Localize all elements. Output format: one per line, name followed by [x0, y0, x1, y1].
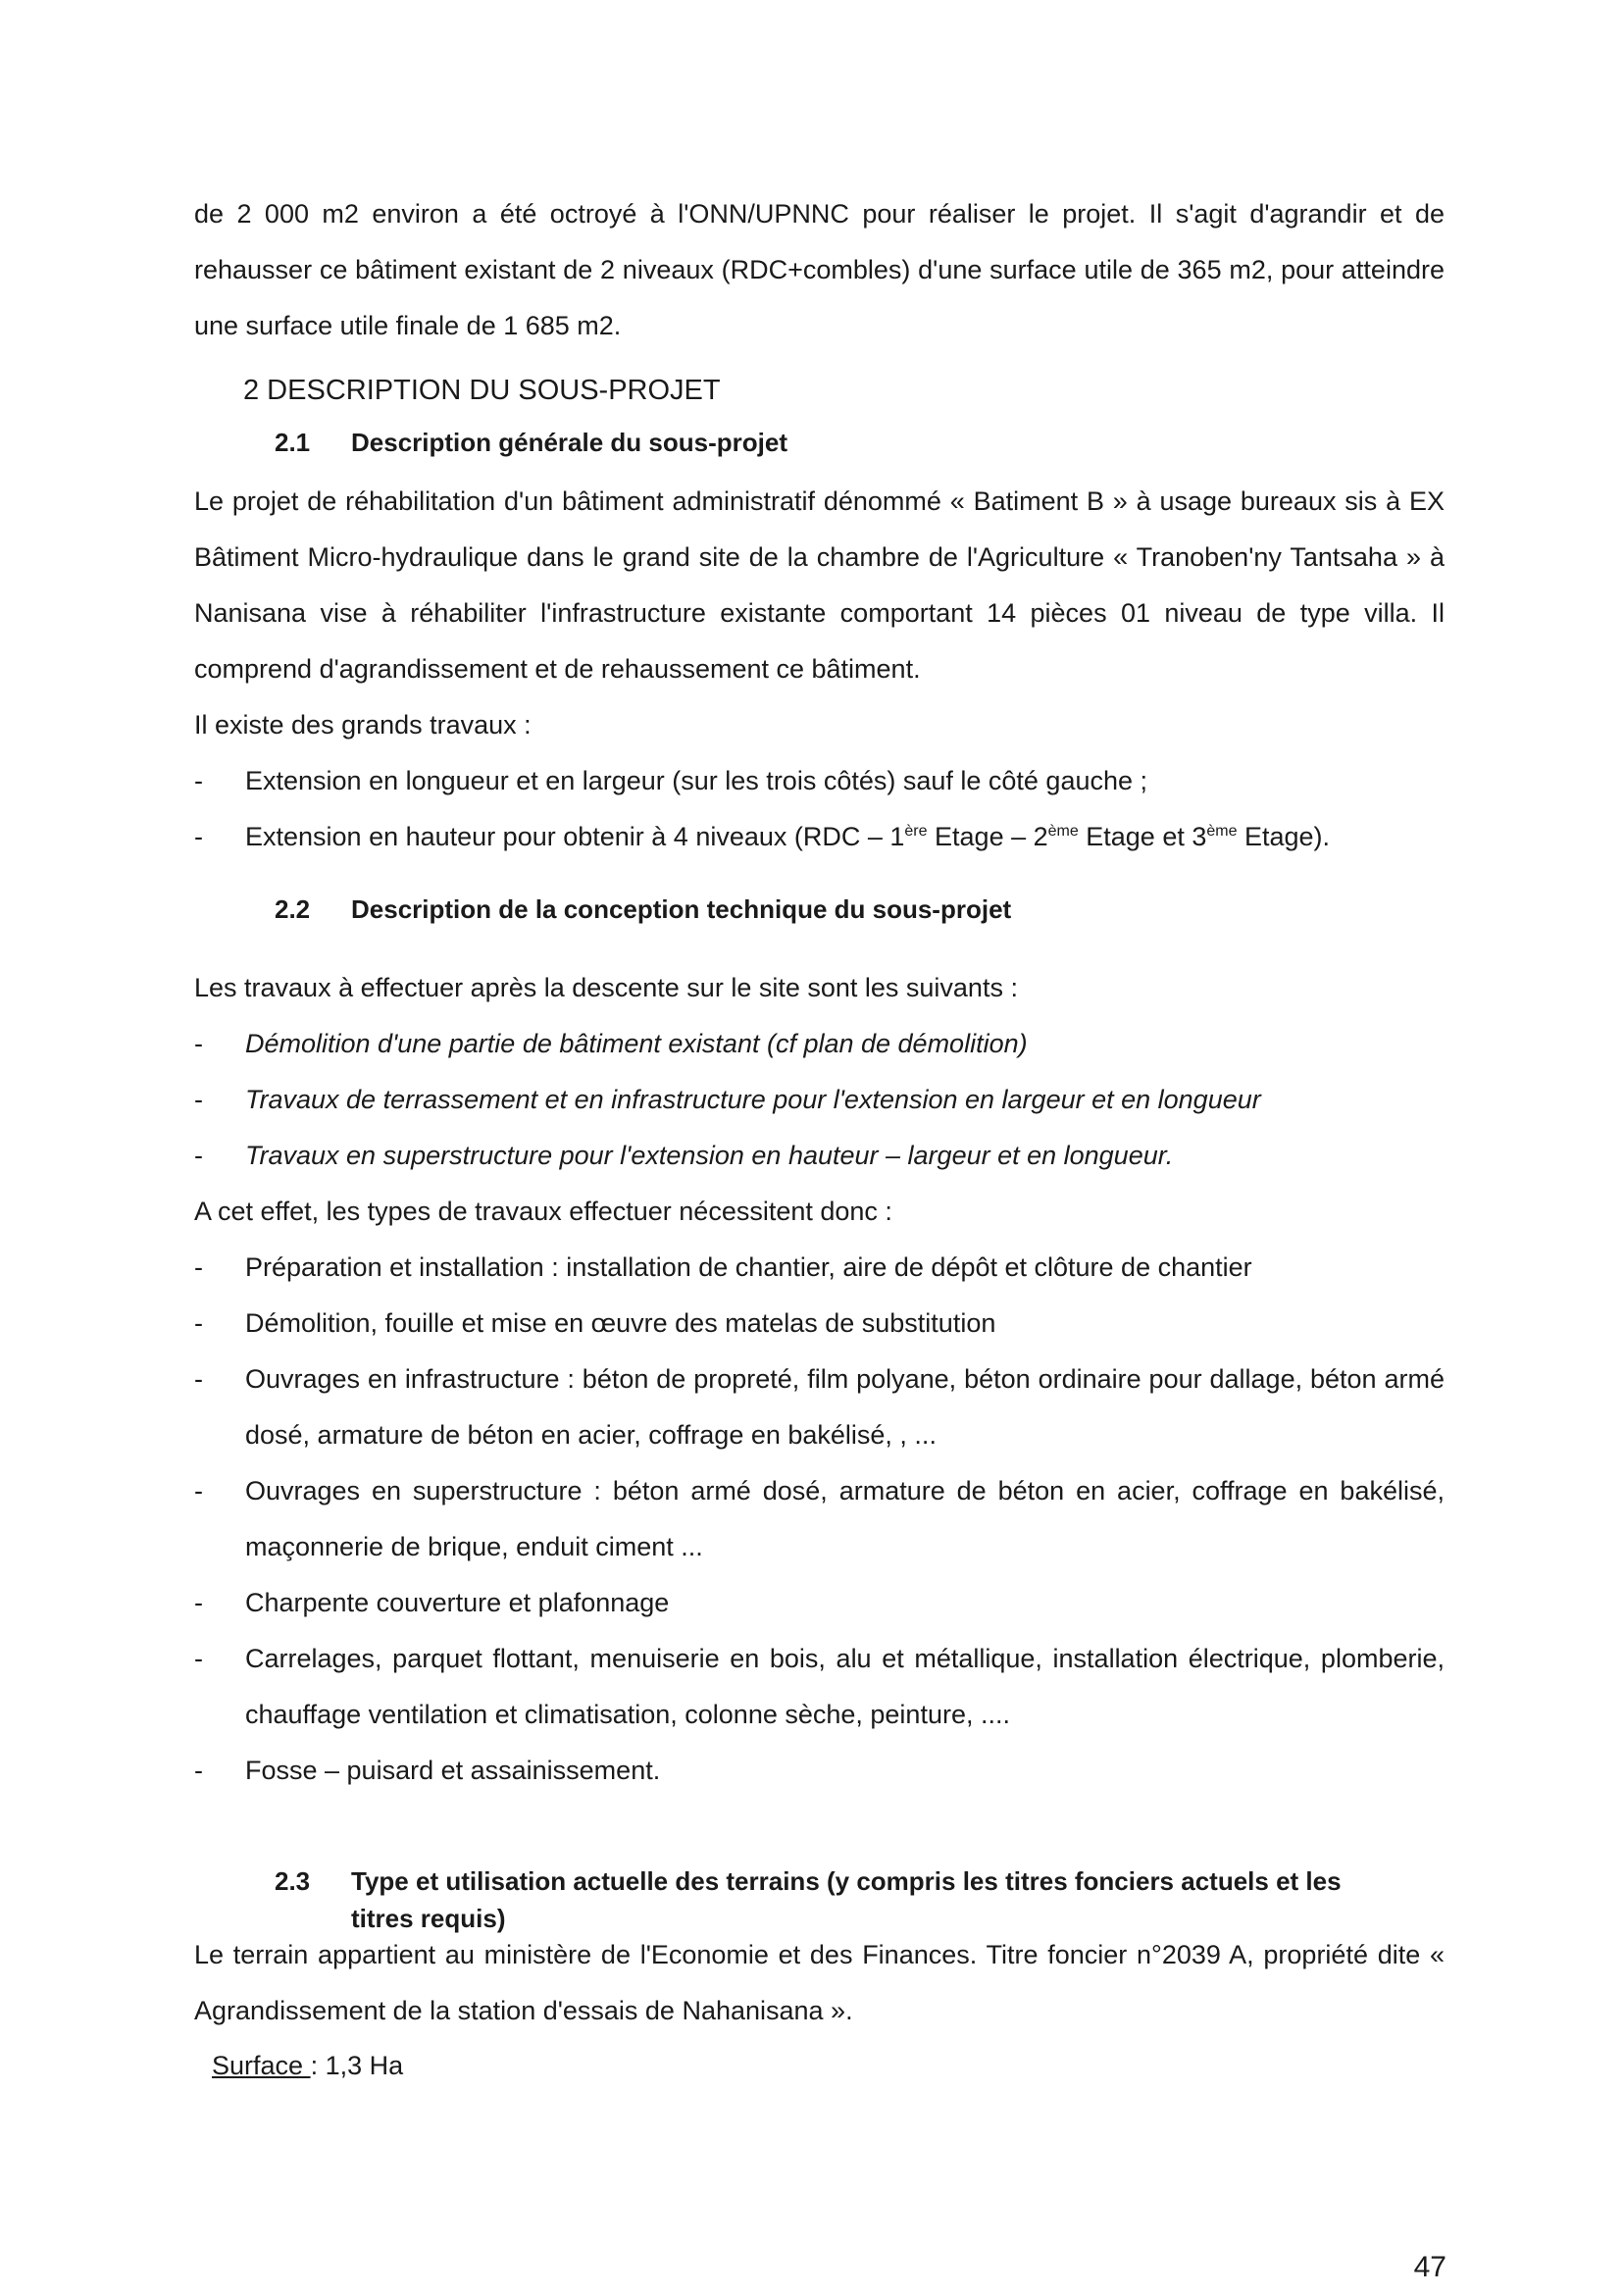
surface-value: : 1,3 Ha	[310, 2051, 404, 2080]
subsection-title: Description de la conception technique du sous-projet	[351, 894, 1012, 924]
list-item: - Fosse – puisard et assainissement.	[194, 1743, 1445, 1799]
description-paragraph: Le projet de réhabilitation d'un bâtiment administratif dénommé « Batiment B » à usage bureaux sis à EX Bâtiment Micro-hydraulique dans le grand site de la chambre de l'Agriculture « Tranoben'ny Tantsaha » à Nanisana vise à réhabiliter l'infrastructure existante comportant 14 pièces 01 niveau de type villa. Il comprend d'agrandissement et de rehaussement ce bâtiment.	[194, 486, 1445, 684]
subsection-heading-2-2	[275, 891, 1391, 928]
list-item: - Extension en longueur et en largeur (sur les trois côtés) sauf le côté gauche ;	[194, 753, 1445, 809]
intro-paragraph: de 2 000 m2 environ a été octroyé à l'ONN/UPNNC pour réaliser le projet. Il s'agit d'agrandir et de rehausser ce bâtiment existant de 2 niveaux (RDC+combles) d'une surface utile de 365 m2, pour atteindre une surface utile finale de 1 685 m2.	[194, 199, 1445, 340]
list-item: - Travaux de terrassement et en infrastructure pour l'extension en largeur et en longueur	[194, 1072, 1445, 1128]
subsection-2-3-body	[194, 1927, 1445, 2039]
surface-label: Surface	[212, 2051, 311, 2080]
list-item: - Charpente couverture et plafonnage	[194, 1575, 1445, 1631]
works-lead: Les travaux à effectuer après la descente sur le site sont les suivants :	[194, 973, 1018, 1002]
list-item: - Carrelages, parquet flottant, menuiserie en bois, alu et métallique, installation électrique, plomberie, chauffage ventilation et climatisation, colonne sèche, peinture, ....	[194, 1631, 1445, 1743]
subsection-title: Type et utilisation actuelle des terrains (y compris les titres fonciers actuels et les titres requis)	[351, 1866, 1342, 1933]
works-types-lead: A cet effet, les types de travaux effectuer nécessitent donc :	[194, 1197, 892, 1226]
subsection-2-2-body	[194, 960, 1445, 1799]
list-item: - Ouvrages en infrastructure : béton de propreté, film polyane, béton ordinaire pour dallage, béton armé dosé, armature de béton en acier, coffrage en bakélisé, , ...	[194, 1352, 1445, 1463]
subsection-number: 2.1	[275, 428, 311, 457]
works-lead: Il existe des grands travaux :	[194, 710, 532, 740]
list-item: - Démolition d'une partie de bâtiment existant (cf plan de démolition)	[194, 1016, 1445, 1072]
surface-line	[212, 2038, 403, 2094]
subsection-number: 2.2	[275, 894, 311, 924]
major-works-list	[194, 753, 1445, 865]
subsection-number: 2.3	[275, 1866, 311, 1896]
subsection-heading-2-3	[275, 1862, 1391, 1937]
subsection-heading-2-1	[275, 424, 1391, 461]
list-item: - Extension en hauteur pour obtenir à 4 niveaux (RDC – 1ère Etage – 2ème Etage et 3ème Etage).	[194, 809, 1445, 865]
subsection-2-1-body	[194, 474, 1445, 865]
list-item: - Travaux en superstructure pour l'extension en hauteur – largeur et en longueur.	[194, 1128, 1445, 1184]
works-types-list	[194, 1240, 1445, 1799]
list-item: - Préparation et installation : installation de chantier, aire de dépôt et clôture de chantier	[194, 1240, 1445, 1296]
list-item: - Démolition, fouille et mise en œuvre des matelas de substitution	[194, 1296, 1445, 1352]
section-heading: 2 DESCRIPTION DU SOUS-PROJET	[243, 375, 721, 406]
land-paragraph: Le terrain appartient au ministère de l'Economie et des Finances. Titre foncier n°2039 A, propriété dite « Agrandissement de la station d'essais de Nahanisana ».	[194, 1940, 1445, 2025]
page-number: 47	[1413, 2251, 1446, 2283]
site-works-list	[194, 1016, 1445, 1184]
list-item: - Ouvrages en superstructure : béton armé dosé, armature de béton en acier, coffrage en bakélisé, maçonnerie de brique, enduit ciment ...	[194, 1463, 1445, 1575]
subsection-title: Description générale du sous-projet	[351, 428, 787, 457]
